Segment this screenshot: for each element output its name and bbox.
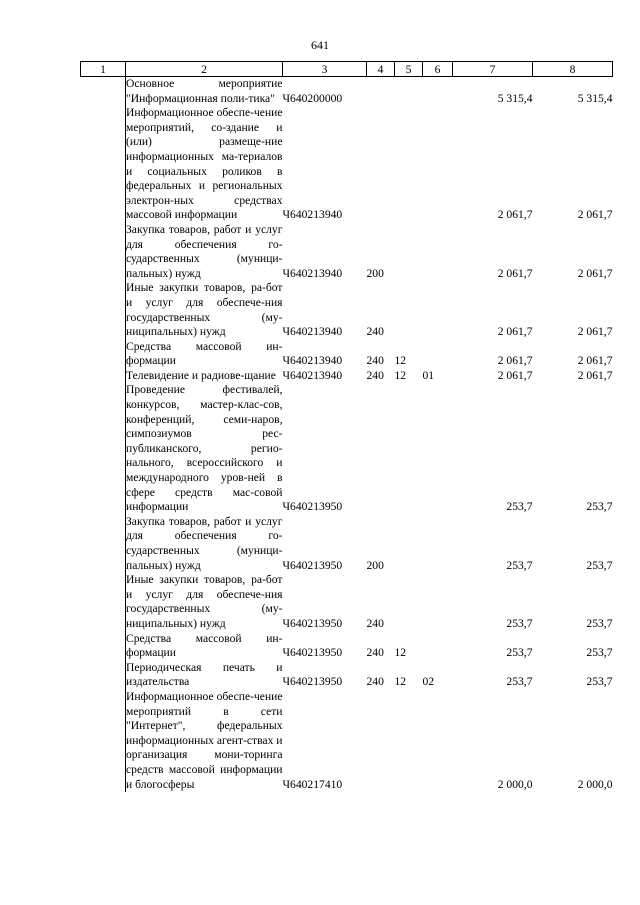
section-code: 12 bbox=[394, 646, 407, 660]
amount-year-2: 2 061,7 bbox=[577, 354, 613, 368]
amount-year-1: 2 061,7 bbox=[497, 208, 533, 222]
item-name: Закупка товаров, работ и услуг для обеспечения го-сударственных (муници-пальных) нужд bbox=[126, 514, 283, 572]
amount-year-1: 5 315,4 bbox=[497, 91, 533, 105]
table-row bbox=[81, 515, 613, 573]
amount-year-2: 2 061,7 bbox=[577, 368, 613, 382]
section-code bbox=[395, 223, 423, 281]
amount-year-1: 253,7 bbox=[506, 646, 533, 660]
amount-year-1: 253,7 bbox=[506, 616, 533, 630]
section-code bbox=[395, 573, 423, 631]
row-spacer-cell bbox=[81, 515, 126, 573]
row-spacer-cell bbox=[81, 223, 126, 281]
target-article-code: Ч640217410 bbox=[282, 777, 343, 791]
header-cell: 8 bbox=[533, 62, 613, 77]
amount-year-1: 253,7 bbox=[506, 675, 533, 689]
amount-year-1: 2 000,0 bbox=[497, 777, 533, 791]
subsection-code: 01 bbox=[422, 368, 435, 382]
subsection-code bbox=[423, 223, 453, 281]
table-row bbox=[81, 281, 613, 339]
target-article-code: Ч640213940 bbox=[282, 368, 343, 382]
item-name: Закупка товаров, работ и услуг для обеспечения го-сударственных (муници-пальных) нужд bbox=[126, 222, 283, 280]
target-article-code: Ч640213950 bbox=[282, 675, 343, 689]
target-article-code: Ч640213940 bbox=[282, 266, 343, 280]
target-article-code: Ч640213950 bbox=[282, 558, 343, 572]
expense-type-code bbox=[367, 77, 395, 107]
amount-year-1: 253,7 bbox=[506, 558, 533, 572]
expense-type-code bbox=[367, 383, 395, 514]
amount-year-1: 253,7 bbox=[506, 500, 533, 514]
subsection-code bbox=[423, 383, 453, 514]
section-code: 12 bbox=[394, 675, 407, 689]
amount-year-1: 2 061,7 bbox=[497, 266, 533, 280]
target-article-code: Ч640213950 bbox=[282, 616, 343, 630]
subsection-code bbox=[423, 515, 453, 573]
budget-table bbox=[80, 61, 613, 792]
amount-year-2: 5 315,4 bbox=[577, 91, 613, 105]
amount-year-2: 2 000,0 bbox=[577, 777, 613, 791]
expense-type-code bbox=[367, 690, 395, 792]
row-spacer-cell bbox=[81, 281, 126, 339]
row-spacer-cell bbox=[81, 383, 126, 514]
item-name: Информационное обеспе-чение мероприятий в сети "Интернет", федеральных информационных агент-ствах и организация мони-торинга средств массовой информации и блогосферы bbox=[126, 689, 283, 791]
amount-year-1: 2 061,7 bbox=[497, 325, 533, 339]
row-spacer-cell bbox=[81, 369, 126, 384]
subsection-code bbox=[423, 106, 453, 223]
amount-year-2: 253,7 bbox=[586, 558, 613, 572]
table-row bbox=[81, 106, 613, 223]
header-cell: 6 bbox=[423, 62, 453, 77]
expense-type-code: 240 bbox=[366, 646, 384, 660]
expense-type-code: 200 bbox=[366, 266, 384, 280]
row-spacer-cell bbox=[81, 77, 126, 107]
table-row bbox=[81, 573, 613, 631]
page-number: 641 bbox=[311, 38, 329, 52]
row-spacer-cell bbox=[81, 661, 126, 690]
expense-type-code: 200 bbox=[366, 558, 384, 572]
amount-year-2: 2 061,7 bbox=[577, 208, 613, 222]
expense-type-code: 240 bbox=[366, 368, 384, 382]
row-spacer-cell bbox=[81, 632, 126, 661]
subsection-code bbox=[423, 573, 453, 631]
section-code bbox=[395, 690, 423, 792]
subsection-code bbox=[423, 340, 453, 369]
header-cell: 5 bbox=[395, 62, 423, 77]
target-article-code: Ч640213950 bbox=[282, 646, 343, 660]
section-code bbox=[395, 106, 423, 223]
item-name: Проведение фестивалей, конкурсов, мастер-клас-сов, конференций, семи-наров, симпозиумов рес-публиканского, регио-нального, всероссийского и международного уров-ней в сфере средств мас-совой информации bbox=[126, 383, 283, 514]
item-name: Иные закупки товаров, ра-бот и услуг для обеспече-ния государственных (му-ниципальных) нужд bbox=[126, 281, 283, 339]
header-cell: 7 bbox=[453, 62, 533, 77]
table-row bbox=[81, 369, 613, 384]
item-name: Иные закупки товаров, ра-бот и услуг для обеспече-ния государственных (му-ниципальных) нужд bbox=[126, 573, 283, 630]
table-row bbox=[81, 383, 613, 514]
subsection-code bbox=[423, 77, 453, 107]
subsection-code bbox=[423, 690, 453, 792]
subsection-code bbox=[423, 281, 453, 339]
amount-year-1: 2 061,7 bbox=[497, 368, 533, 382]
table-row bbox=[81, 77, 613, 107]
amount-year-2: 2 061,7 bbox=[577, 266, 613, 280]
target-article-code: Ч640213940 bbox=[282, 208, 343, 222]
expense-type-code bbox=[367, 106, 395, 223]
section-code bbox=[395, 77, 423, 107]
target-article-code: Ч640213940 bbox=[282, 354, 343, 368]
section-code bbox=[395, 281, 423, 339]
row-spacer-cell bbox=[81, 106, 126, 223]
target-article-code: Ч640213950 bbox=[282, 500, 343, 514]
table-row bbox=[81, 661, 613, 690]
amount-year-2: 2 061,7 bbox=[577, 325, 613, 339]
section-code bbox=[395, 515, 423, 573]
section-code: 12 bbox=[394, 368, 407, 382]
section-code bbox=[395, 383, 423, 514]
item-name: Средства массовой ин-формации bbox=[126, 339, 283, 368]
amount-year-1: 2 061,7 bbox=[497, 354, 533, 368]
item-name: Периодическая печать и издательства bbox=[126, 660, 283, 689]
header-cell: 4 bbox=[367, 62, 395, 77]
amount-year-2: 253,7 bbox=[586, 500, 613, 514]
amount-year-2: 253,7 bbox=[586, 616, 613, 630]
item-name: Информационное обеспе-чение мероприятий, со-здание и (или) размеще-ние информационных ма-териалов и социальных роликов в федеральных и региональных электрон-ных средствах массовой информации bbox=[126, 106, 283, 222]
subsection-code: 02 bbox=[422, 675, 435, 689]
table-row bbox=[81, 223, 613, 281]
table-row bbox=[81, 340, 613, 369]
item-name: Основное мероприятие "Информационная поли-тика" bbox=[126, 77, 283, 105]
amount-year-2: 253,7 bbox=[586, 675, 613, 689]
row-spacer-cell bbox=[81, 573, 126, 631]
expense-type-code: 240 bbox=[366, 675, 384, 689]
header-cell: 1 bbox=[81, 62, 126, 77]
header-cell: 2 bbox=[126, 62, 283, 77]
expense-type-code: 240 bbox=[366, 354, 384, 368]
table-row bbox=[81, 632, 613, 661]
expense-type-code: 240 bbox=[366, 325, 384, 339]
header-row bbox=[81, 62, 613, 77]
target-article-code: Ч640200000 bbox=[282, 91, 343, 105]
header-cell: 3 bbox=[283, 62, 367, 77]
row-spacer-cell bbox=[81, 340, 126, 369]
expense-type-code: 240 bbox=[366, 616, 384, 630]
target-article-code: Ч640213940 bbox=[282, 325, 343, 339]
item-name: Средства массовой ин-формации bbox=[126, 631, 283, 660]
amount-year-2: 253,7 bbox=[586, 646, 613, 660]
row-spacer-cell bbox=[81, 690, 126, 792]
section-code: 12 bbox=[394, 354, 407, 368]
subsection-code bbox=[423, 632, 453, 661]
table-row bbox=[81, 690, 613, 792]
item-name: Телевидение и радиове-щание bbox=[126, 368, 276, 382]
